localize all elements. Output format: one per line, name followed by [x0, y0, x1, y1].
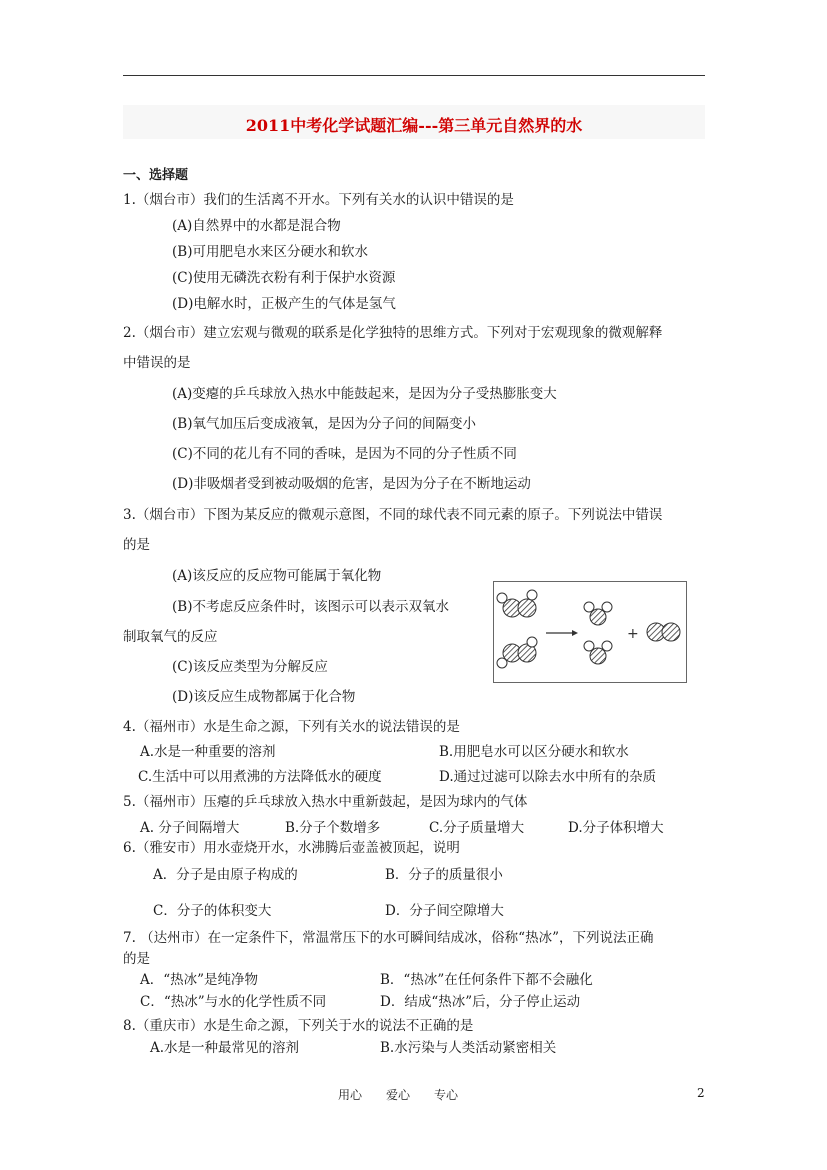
question-5-option-a: A. 分子间隔增大	[140, 820, 240, 836]
question-5-stem: 5.（福州市）压瘪的乒乓球放入热水中重新鼓起，是因为球内的气体	[123, 794, 528, 810]
page-number: 2	[697, 1086, 705, 1100]
question-6-option-a: A．分子是由原子构成的	[153, 867, 298, 883]
question-2-option-c: (C)不同的花儿有不同的香味，是因为不同的分子性质不同	[172, 446, 517, 462]
question-5-option-c: C.分子质量增大	[429, 820, 525, 836]
question-1-option-c: (C)使用无磷洗衣粉有利于保护水资源	[172, 270, 396, 286]
question-4-option-b: B.用肥皂水可以区分硬水和软水	[439, 744, 629, 760]
question-1-stem: 1.（烟台市）我们的生活离不开水。下列有关水的认识中错误的是	[123, 192, 514, 208]
question-3-option-a: (A)该反应的反应物可能属于氧化物	[172, 568, 382, 584]
document-title: 2011中考化学试题汇编---第三单元自然界的水	[245, 116, 583, 135]
question-3-stem-line1: 3.（烟台市）下图为某反应的微观示意图，不同的球代表不同元素的原子。下列说法中错误	[123, 507, 663, 523]
reactant-molecule-top	[497, 590, 537, 617]
question-8-stem: 8.（重庆市）水是生命之源，下列关于水的说法不正确的是	[123, 1018, 474, 1034]
question-7-stem-line2: 的是	[123, 951, 150, 967]
question-2-option-b: (B)氧气加压后变成液氧，是因为分子问的间隔变小	[172, 416, 476, 432]
question-4-option-d: D.通过过滤可以除去水中所有的杂质	[439, 769, 657, 785]
question-6-stem: 6.（雅安市）用水壶烧开水，水沸腾后壶盖被顶起，说明	[123, 840, 460, 856]
plus-sign: +	[627, 626, 639, 642]
question-4-option-a: A.水是一种重要的溶剂	[140, 744, 276, 760]
question-3-stem-line2: 的是	[123, 537, 150, 553]
question-5-option-b: B.分子个数增多	[285, 820, 381, 836]
question-3-option-b-line1: (B)不考虑反应条件时，该图示可以表示双氧水	[172, 599, 449, 615]
question-3-option-c: (C)该反应类型为分解反应	[172, 659, 328, 675]
question-4-stem: 4.（福州市）水是生命之源，下列有关水的说法错误的是	[123, 719, 460, 735]
product-molecule-top	[584, 602, 612, 625]
question-7-option-a: A．“热冰”是纯净物	[140, 972, 259, 988]
header-rule	[123, 75, 705, 76]
question-7-option-b: B．“热冰”在任何条件下都不会融化	[380, 972, 593, 988]
title-band	[123, 105, 705, 139]
question-8-option-a: A.水是一种最常见的溶剂	[150, 1040, 300, 1056]
question-8-option-b: B.水污染与人类活动紧密相关	[380, 1040, 557, 1056]
question-2-option-a: (A)变瘪的乒乓球放入热水中能鼓起来，是因为分子受热膨胀变大	[172, 386, 557, 402]
reaction-diagram-svg	[494, 582, 686, 682]
question-1-option-b: (B)可用肥皂水来区分硬水和软水	[172, 244, 368, 260]
question-3-option-b-line2: 制取氧气的反应	[123, 629, 218, 645]
reaction-arrow-icon	[546, 630, 578, 636]
reaction-diagram	[493, 581, 687, 683]
question-1-option-d: (D)电解水时，正极产生的气体是氢气	[172, 296, 396, 312]
question-7-option-c: C．“热冰”与水的化学性质不同	[140, 994, 327, 1010]
question-5-option-d: D.分子体积增大	[568, 820, 664, 836]
product-molecule-bottom	[584, 641, 612, 664]
question-7-stem-line1: 7. （达州市）在一定条件下，常温常压下的水可瞬间结成冰，俗称“热冰”，下列说法正确	[123, 930, 654, 946]
question-6-option-d: D．分子间空隙增大	[385, 903, 504, 919]
product-molecule-diatomic	[647, 623, 680, 641]
question-3-option-d: (D)该反应生成物都属于化合物	[172, 689, 356, 705]
question-2-option-d: (D)非吸烟者受到被动吸烟的危害，是因为分子在不断地运动	[172, 476, 531, 492]
page-footer: 用心 爱心 专心	[338, 1088, 459, 1102]
question-1-option-a: (A)自然界中的水都是混合物	[172, 218, 341, 234]
question-4-option-c: C.生活中可以用煮沸的方法降低水的硬度	[138, 769, 382, 785]
section-heading: 一、选择题	[123, 168, 189, 183]
question-6-option-b: B．分子的质量很小	[385, 867, 503, 883]
question-2-stem-line1: 2.（烟台市）建立宏观与微观的联系是化学独特的思维方式。下列对于宏观现象的微观解释	[123, 325, 663, 341]
question-2-stem-line2: 中错误的是	[123, 355, 191, 371]
reactant-molecule-bottom	[497, 637, 537, 668]
question-7-option-d: D．结成“热冰”后，分子停止运动	[380, 994, 581, 1010]
question-6-option-c: C．分子的体积变大	[153, 903, 272, 919]
